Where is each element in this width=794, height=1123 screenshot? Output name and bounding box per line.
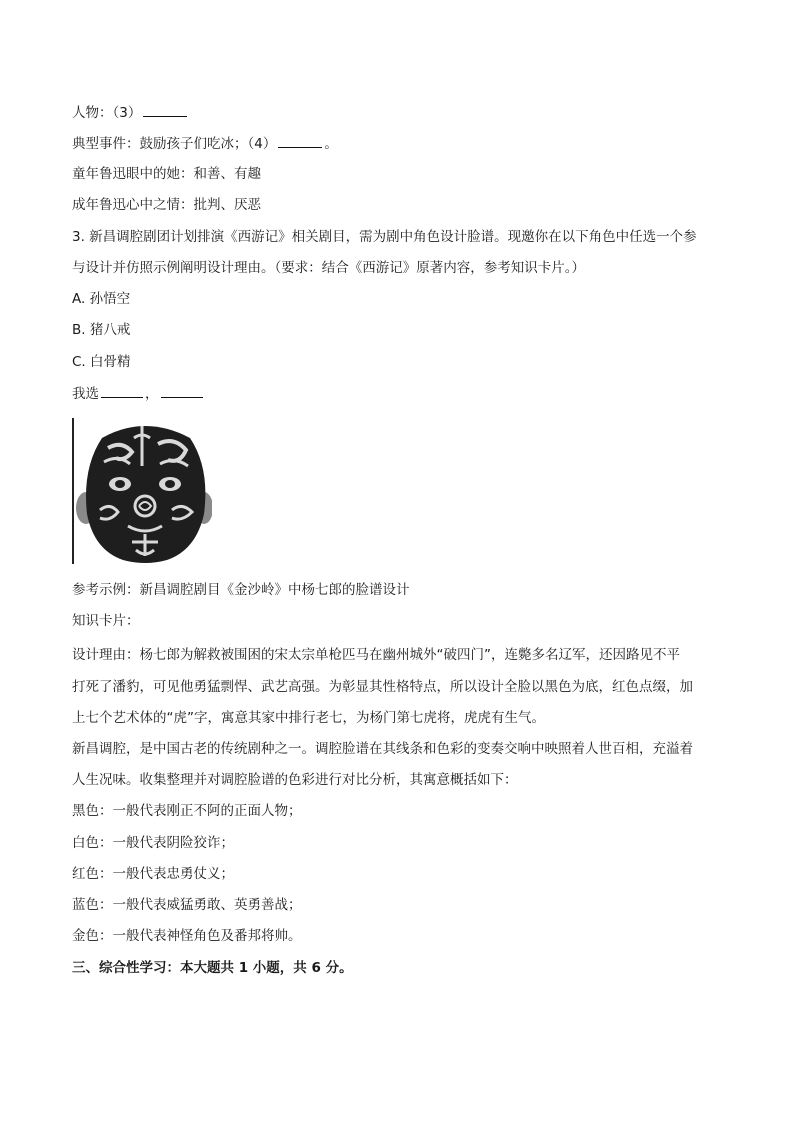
line-choice	[72, 383, 205, 404]
option-c: C. 白骨精	[72, 354, 131, 370]
design-reason-line-2: 打死了潘豹，可见他勇猛剽悍、武艺高强。为彰显其性格特点，所以设计全脸以黑色为底，红色点缀，加	[72, 679, 693, 695]
line-event-suffix: 。	[324, 136, 338, 152]
option-a: A. 孙悟空	[72, 291, 131, 307]
knowledge-card-label: 知识卡片：	[72, 613, 140, 629]
option-b: B. 猪八戒	[72, 322, 131, 338]
color-red: 红色：一般代表忠勇仗义；	[72, 866, 234, 882]
line-character	[72, 102, 189, 123]
line-childhood: 童年鲁迅眼中的她：和善、有趣	[72, 166, 261, 182]
line-event	[72, 133, 338, 154]
line-choice-label: 我选	[72, 386, 99, 402]
intro-line-2: 人生况味。收集整理并对调腔脸谱的色彩进行对比分析，其寓意概括如下：	[72, 772, 518, 788]
answer-blank-choice[interactable]	[101, 383, 143, 398]
line-choice-sep: ，	[145, 386, 159, 402]
design-reason-line-1: 设计理由：杨七郎为解救被围困的宋太宗单枪匹马在幽州城外“破四门”，连斃多名辽军，还因路见不平	[72, 647, 680, 663]
opera-mask-drawing	[72, 418, 212, 564]
color-blue: 蓝色：一般代表威猛勇敢、英勇善战；	[72, 897, 302, 913]
intro-line-1: 新昌调腔，是中国古老的传统剧种之一。调腔脸谱在其线条和色彩的变奏交响中映照着人世百相，充溢着	[72, 741, 693, 757]
color-white: 白色：一般代表阴险狡诈；	[72, 835, 234, 851]
answer-blank-4[interactable]	[278, 133, 322, 148]
answer-blank-reason[interactable]	[161, 383, 203, 398]
image-edge-line	[72, 418, 74, 564]
question-3-line-2: 与设计并仿照示例阐明设计理由。（要求：结合《西游记》原著内容，参考知识卡片。）	[72, 260, 585, 276]
question-3-line-1: 3. 新昌调腔剧团计划排演《西游记》相关剧目，需为剧中角色设计脸谱。现邀你在以下角色中任选一个参	[72, 229, 697, 245]
line-adult: 成年鲁迅心中之情：批判、厌恶	[72, 197, 261, 213]
example-caption: 参考示例：新昌调腔剧目《金沙岭》中杨七郎的脸谱设计	[72, 582, 410, 598]
answer-blank-3[interactable]	[143, 102, 187, 117]
opera-mask-image	[72, 418, 212, 564]
section-three-heading: 三、综合性学习：本大题共 1 小题，共 6 分。	[72, 960, 353, 976]
line-event-text: 典型事件：鼓励孩子们吃冰；（4）	[72, 136, 277, 152]
color-gold: 金色：一般代表神怪角色及番邦将帅。	[72, 928, 302, 944]
line-character-text: 人物：（3）	[72, 105, 142, 121]
design-reason-line-3: 上七个艺术体的“虎”字，寓意其家中排行老七，为杨门第七虎将，虎虎有生气。	[72, 710, 545, 726]
color-black: 黑色：一般代表刚正不阿的正面人物；	[72, 803, 302, 819]
